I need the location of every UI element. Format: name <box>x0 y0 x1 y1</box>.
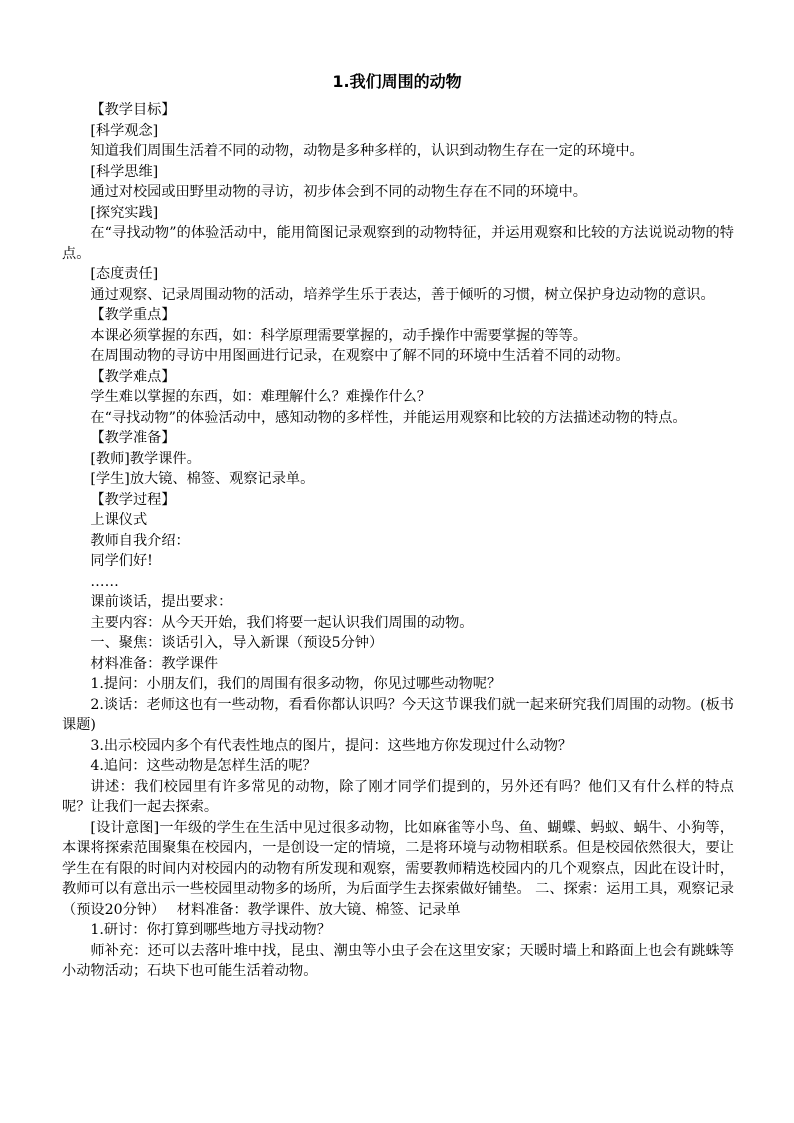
subheading-science-concept: [科学观念] <box>90 122 159 139</box>
paragraph: [学生]放大镜、棉签、观察记录单。 <box>90 471 315 487</box>
heading-difficulties: 【教学难点】 <box>90 368 176 385</box>
paragraph: 课前谈话，提出要求： <box>90 594 233 610</box>
paragraph: 在周围动物的寻访中用图画进行记录，在观察中了解不同的环境中生活着不同的动物。 <box>90 348 630 364</box>
paragraph: 教师自我介绍： <box>90 532 190 549</box>
paragraph: 2.谈话：老师这也有一些动物，看看你都认识吗？今天这节课我们就一起来研究我们周围的动物。(板书课题) <box>62 696 734 733</box>
document-body <box>62 100 734 982</box>
paragraph: 一、聚焦：谈话引入，导入新课（预设5分钟） <box>90 635 384 651</box>
heading-objectives: 【教学目标】 <box>90 102 176 118</box>
paragraph: 知道我们周围生活着不同的动物，动物是多种多样的，认识到动物生存在一定的环境中。 <box>90 143 644 159</box>
paragraph: 通过观察、记录周围动物的活动，培养学生乐于表达，善于倾听的习惯，树立保护身边动物的意识。 <box>90 286 715 303</box>
subheading-attitude: [态度责任] <box>90 266 159 282</box>
subheading-science-thinking: [科学思维] <box>90 163 159 180</box>
paragraph: [设计意图]一年级的学生在生活中见过很多动物，比如麻雀等小鸟、鱼、蝴蝶、蚂蚁、蜗牛、小狗等，本课将探索范围聚集在校园内，一是创设一定的情境，二是将环境与动物相联系。但是校园依然很大，要让学生在有限的时间内对校园内的动物有所发现和观察，需要教师精选校园内的几个观察点，因此在设计时，教师可以有意出示一些校园里动物多的场所，为后面学生去探索做好铺垫。 二、探索：运用工具，观察记录（预设20分钟） 材料准备：教学课件、放大镜、棉签、记录单 <box>62 819 734 918</box>
paragraph: 师补充：还可以去落叶堆中找，昆虫、潮虫等小虫子会在这里安家；天暖时墙上和路面上也会有跳蛛等小动物活动；石块下也可能生活着动物。 <box>62 942 734 979</box>
heading-key-points: 【教学重点】 <box>90 307 176 323</box>
paragraph: 在“寻找动物”的体验活动中，能用简图记录观察到的动物特征，并运用观察和比较的方法说说动物的特点。 <box>62 225 734 262</box>
heading-preparation: 【教学准备】 <box>90 430 176 446</box>
subheading-inquiry-practice: [探究实践] <box>90 204 159 221</box>
document-title: 1.我们周围的动物 <box>332 72 462 91</box>
paragraph: 3.出示校园内多个有代表性地点的图片，提问：这些地方你发现过什么动物？ <box>90 737 573 754</box>
paragraph: 上课仪式 <box>90 512 148 528</box>
paragraph: 1.研讨：你打算到哪些地方寻找动物？ <box>90 922 331 938</box>
paragraph: 学生难以掌握的东西，如：难理解什么？难操作什么？ <box>90 389 431 405</box>
paragraph: 在“寻找动物”的体验活动中，感知动物的多样性，并能运用观察和比较的方法描述动物的特点。 <box>90 409 687 426</box>
paragraph: 材料准备：教学课件 <box>90 655 219 672</box>
heading-process: 【教学过程】 <box>90 491 176 508</box>
paragraph: 讲述：我们校园里有许多常见的动物，除了刚才同学们提到的，另外还有吗？他们又有什么样的特点呢？让我们一起去探索。 <box>62 778 734 815</box>
paragraph: 同学们好! <box>90 553 153 569</box>
paragraph: 通过对校园或田野里动物的寻访，初步体会到不同的动物生存在不同的环境中。 <box>90 184 587 200</box>
paragraph: [教师]教学课件。 <box>90 450 201 467</box>
paragraph: 1.提问：小朋友们，我们的周围有很多动物，你见过哪些动物呢？ <box>90 676 502 692</box>
paragraph: 主要内容：从今天开始，我们将要一起认识我们周围的动物。 <box>90 614 474 631</box>
paragraph: 4.追问：这些动物是怎样生活的呢？ <box>90 758 317 774</box>
paragraph: …… <box>90 573 119 590</box>
paragraph: 本课必须掌握的东西，如：科学原理需要掌握的，动手操作中需要掌握的等等。 <box>90 327 587 344</box>
